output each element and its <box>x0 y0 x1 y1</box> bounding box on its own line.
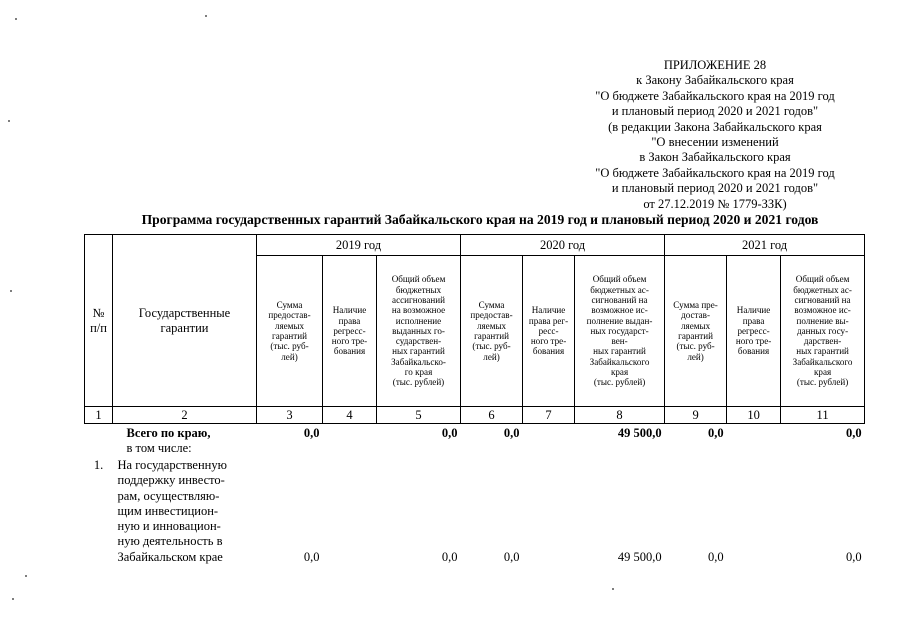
column-number: 3 <box>257 407 323 424</box>
subheader-line: (тыс. руб- <box>676 341 715 352</box>
row-regress-2019 <box>323 456 377 565</box>
subheader-line: Наличие <box>736 305 771 316</box>
col-name-header: Государственные гарантии <box>113 235 257 407</box>
subheader-line: Забайкальско- <box>391 356 446 367</box>
column-number: 1 <box>85 407 113 424</box>
subheader-line: края <box>813 367 832 378</box>
subheader-line: ассигнований <box>392 294 445 305</box>
scan-speck <box>25 575 27 577</box>
subheader-line: ных гарантий <box>593 346 646 357</box>
subheader-line: возможное ис- <box>794 305 851 316</box>
subheader-line: предостав- <box>268 310 311 321</box>
subheader-line: возможное ис- <box>591 305 648 316</box>
subheader-line: вен- <box>611 336 628 347</box>
subheader-line: полнение выдан- <box>586 315 653 326</box>
subheader-allocations-2020 <box>575 256 665 407</box>
subheader-line: Сумма <box>478 300 505 311</box>
subheader-line: ных государст- <box>590 325 649 336</box>
subheader-line: сигнований на <box>794 294 851 305</box>
subheader-regress-2021 <box>727 256 781 407</box>
subheader-line: Общий объем <box>391 274 446 285</box>
scan-speck <box>15 18 17 20</box>
subheader-line: регресс- <box>737 325 770 336</box>
subheader-line: го края <box>404 367 433 378</box>
column-number: 2 <box>113 407 257 424</box>
scan-speck <box>612 588 614 590</box>
subheader-line: выданных го- <box>392 325 445 336</box>
subheader-line: бюджетных ас- <box>793 284 852 295</box>
subheader-line: права рег- <box>528 315 569 326</box>
subheader-amount-2019 <box>257 256 323 407</box>
header-line: от 27.12.2019 № 1779-ЗЗК) <box>643 196 787 211</box>
subheader-line: ных гарантий <box>392 346 445 357</box>
subheader-line: ляемых <box>274 320 305 331</box>
year-2021-header: 2021 год <box>665 235 865 256</box>
header-line: "О внесении изменений <box>651 135 779 150</box>
subheader-amount-2020 <box>461 256 523 407</box>
subheader-line: на возможное <box>391 305 446 316</box>
total-amount-2020: 0,0 <box>503 426 520 440</box>
subheader-line: гарантий <box>678 331 714 341</box>
subheader-allocations-2021 <box>781 256 865 407</box>
subheader-line: (тыс. рублей) <box>392 377 445 388</box>
total-amount-2021: 0,0 <box>707 426 724 440</box>
appendix-header <box>580 58 850 212</box>
subheader-regress-2019 <box>323 256 377 407</box>
subheader-line: достав- <box>681 310 710 321</box>
subheader-line: бюджетных <box>395 284 442 295</box>
subheader-line: ресс- <box>538 325 559 336</box>
column-number: 8 <box>575 407 665 424</box>
subheader-line: дарствен- <box>803 336 842 347</box>
subheader-line: полнение вы- <box>796 315 849 326</box>
subheader-line: (тыс. рублей) <box>593 377 646 388</box>
row-number: 1. <box>93 458 104 472</box>
subheader-line: Общий объем <box>795 274 850 285</box>
header-line: (в редакции Закона Забайкальского края <box>608 119 822 134</box>
scan-speck <box>205 15 207 17</box>
column-number: 5 <box>377 407 461 424</box>
header-line: "О бюджете Забайкальского края на 2019 год <box>595 88 835 103</box>
scan-speck <box>12 598 14 600</box>
scan-speck <box>10 290 12 292</box>
column-numbers-row <box>85 407 865 424</box>
subheader-line: Наличие <box>332 305 367 316</box>
total-allocations-2019: 0,0 <box>441 426 458 440</box>
column-number: 4 <box>323 407 377 424</box>
subheader-line: лей) <box>687 351 704 362</box>
subheader-line: Наличие <box>531 305 566 316</box>
guarantee-name: На государственную поддержку инвесто- рам, осуществляю- щим инвестицион- ную и инновацион- ную деятельность в Забайкальском крае <box>117 458 227 564</box>
subheader-line: сударствен- <box>395 336 442 347</box>
column-number: 11 <box>781 407 865 424</box>
row-amount-2019: 0,0 <box>303 550 320 565</box>
subheader-line: предостав- <box>470 310 513 321</box>
subheader-line: бюджетных ас- <box>590 284 649 295</box>
subheader-line: бования <box>333 346 366 357</box>
subheader-line: ного тре- <box>735 336 772 347</box>
subheader-regress-2020 <box>523 256 575 407</box>
subheader-line: Сумма пре- <box>673 300 718 311</box>
subheader-line: права <box>338 315 361 326</box>
subheader-line: Забайкальского <box>792 356 853 367</box>
subheader-line: данных госу- <box>797 325 849 336</box>
subheader-line: сигнований на <box>591 294 648 305</box>
column-number: 10 <box>727 407 781 424</box>
subheader-line: ляемых <box>680 320 711 331</box>
column-number: 7 <box>523 407 575 424</box>
column-number: 9 <box>665 407 727 424</box>
year-2019-header: 2019 год <box>257 235 461 256</box>
subheader-line: Забайкальского <box>589 356 650 367</box>
subheader-line: края <box>610 367 629 378</box>
subheader-line: бования <box>532 346 565 357</box>
total-regress-2019 <box>323 424 377 457</box>
subheader-line: (тыс. руб- <box>270 341 309 352</box>
row-regress-2021 <box>727 456 781 565</box>
header-line: в Закон Забайкальского края <box>639 150 791 165</box>
total-allocations-2021: 0,0 <box>845 426 862 440</box>
total-amount-2019: 0,0 <box>303 426 320 440</box>
column-number: 6 <box>461 407 523 424</box>
table-header-row <box>85 235 865 256</box>
subheader-line: (тыс. руб- <box>472 341 511 352</box>
subheader-line: лей) <box>281 351 298 362</box>
total-row <box>85 424 865 457</box>
total-regress-2020 <box>523 424 575 457</box>
subheader-line: гарантий <box>272 331 307 341</box>
row-regress-2020 <box>523 456 575 565</box>
subheader-line: ного тре- <box>331 336 368 347</box>
header-line: и плановый период 2020 и 2021 годов" <box>611 104 819 119</box>
total-allocations-2020: 49 500,0 <box>617 426 662 440</box>
document-title: Программа государственных гарантий Забайкальского края на 2019 год и плановый период 2020 и 2021 годов <box>141 212 819 227</box>
guarantees-table <box>84 234 865 565</box>
scan-speck <box>8 120 10 122</box>
header-line: к Закону Забайкальского края <box>636 73 794 88</box>
subheader-amount-2021 <box>665 256 727 407</box>
year-2020-header: 2020 год <box>461 235 665 256</box>
row-allocations-2020: 49 500,0 <box>617 550 662 565</box>
header-line: и плановый период 2020 и 2021 годов" <box>611 181 819 196</box>
header-line: "О бюджете Забайкальского края на 2019 год <box>595 165 835 180</box>
subheader-line: лей) <box>483 351 500 362</box>
row-amount-2020: 0,0 <box>503 550 520 565</box>
subheader-line: гарантий <box>474 331 509 341</box>
subheader-line: (тыс. рублей) <box>796 377 849 388</box>
row-allocations-2019: 0,0 <box>441 550 458 565</box>
col-number-header: № п/п <box>85 235 113 407</box>
subheader-line: бования <box>737 346 770 357</box>
header-line: ПРИЛОЖЕНИЕ 28 <box>663 58 767 72</box>
subheader-line: регресс- <box>333 325 366 336</box>
subheader-line: ляемых <box>476 320 507 331</box>
subheader-line: ного тре- <box>530 336 567 347</box>
subheader-line: исполнение <box>395 315 442 326</box>
subheader-line: Общий объем <box>592 274 647 285</box>
row-allocations-2021: 0,0 <box>845 550 862 565</box>
subheader-line: права <box>742 315 765 326</box>
table-row <box>85 456 865 565</box>
total-regress-2021 <box>727 424 781 457</box>
total-label: Всего по краю, в том числе: <box>126 426 211 455</box>
subheader-line: ных гарантий <box>796 346 849 357</box>
subheader-allocations-2019 <box>377 256 461 407</box>
subheader-line: Сумма <box>276 300 303 311</box>
row-amount-2021: 0,0 <box>707 550 724 565</box>
